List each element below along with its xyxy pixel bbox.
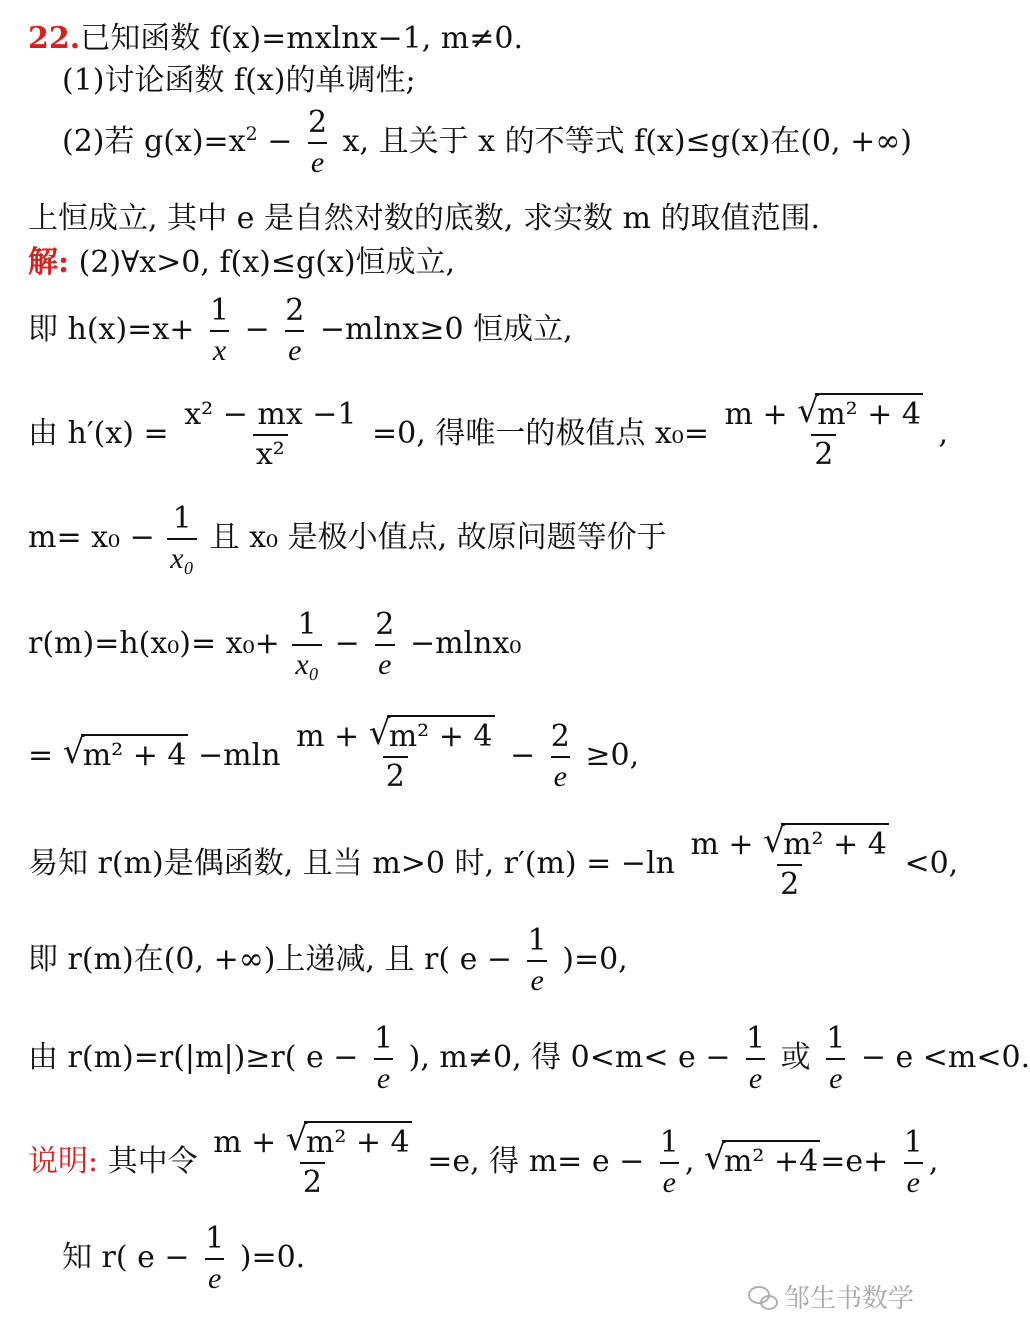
frac-den: e	[551, 756, 570, 792]
solution-line-7	[28, 827, 959, 902]
frac-den: x²	[253, 434, 288, 470]
note-l1-comma: ,	[684, 1144, 695, 1179]
frac-den: e	[527, 960, 546, 996]
problem-part-2-cont	[28, 201, 821, 236]
note-label: 说明:	[28, 1144, 99, 1179]
part2-square: 2	[245, 123, 258, 145]
sqrt-radicand: m² + 4	[81, 734, 189, 773]
l2-minus: −	[244, 312, 270, 347]
fraction-1-over-x0	[167, 501, 197, 575]
m-plus: m +	[690, 827, 754, 862]
solution-line-3	[28, 397, 949, 472]
fraction-1-over-e	[202, 1221, 227, 1295]
fraction-1-over-e	[901, 1125, 926, 1199]
frac-num: 1	[209, 293, 230, 328]
l6-post: ≥0,	[585, 738, 640, 773]
frac-den: e	[205, 1258, 224, 1294]
l2-post: −mlnx≥0 恒成立,	[319, 312, 573, 347]
fraction-1-over-e	[525, 923, 550, 997]
frac-den: 2	[383, 756, 408, 792]
l3-comma: ,	[938, 416, 949, 451]
sqrt-symbol	[286, 1125, 412, 1160]
sqrt-symbol	[763, 827, 889, 862]
solution-line-6	[28, 719, 640, 794]
frac-den: x	[210, 330, 229, 366]
frac-den: e	[826, 1058, 845, 1094]
l4-pre: m= x₀ −	[28, 520, 155, 555]
frac-den: e	[746, 1058, 765, 1094]
frac-num: 1	[659, 1125, 679, 1160]
l8-post: )=0,	[562, 942, 628, 977]
note-l1-pre: 其中令	[107, 1144, 198, 1179]
frac-den: x₀	[292, 644, 322, 680]
sqrt-radicand: m² +4	[722, 1140, 820, 1179]
solution-line-8	[28, 923, 628, 997]
l5-minus: −	[334, 626, 360, 661]
l5-pre: r(m)=h(x₀)= x₀+	[28, 626, 280, 661]
frac-num: 1	[746, 1021, 766, 1056]
sqrt-radicand: m² + 4	[387, 715, 495, 754]
l6-mid: −mln	[198, 738, 281, 773]
part2-minus: −	[267, 124, 293, 159]
note-l1-post: ,	[928, 1144, 939, 1179]
l9-post: − e <m<0.	[860, 1040, 1030, 1075]
fraction-2-over-e	[548, 719, 573, 793]
part2-g-def: (2)若 g(x)=x	[62, 124, 246, 159]
fraction-x0	[722, 397, 926, 472]
part2-text: x, 且关于 x 的不等式 f(x)≤g(x)在(0, +∞)	[342, 124, 912, 159]
note-l2-post: )=0.	[239, 1240, 306, 1275]
frac-den: e	[308, 142, 327, 178]
frac-num: 2	[285, 293, 305, 328]
problem-statement: 已知函数 f(x)=mxlnx−1, m≠0.	[80, 21, 524, 56]
l6-pre: =	[28, 738, 54, 773]
problem-number: 22.	[28, 21, 81, 56]
frac-num: 2	[550, 719, 570, 754]
fraction-2-over-e	[372, 607, 397, 681]
frac-num: 2	[375, 607, 395, 642]
frac-den: e	[374, 1058, 393, 1094]
frac-den: 2	[811, 434, 836, 470]
fraction-1-over-x	[207, 293, 232, 367]
problem-line-1	[28, 21, 524, 56]
fraction-1-over-x0	[292, 607, 322, 681]
frac-den: 2	[777, 864, 802, 900]
note-l1-mid: =e, 得 m= e −	[427, 1144, 645, 1179]
fraction-1-over-e	[657, 1125, 682, 1199]
frac-num: x² − mx −1	[184, 397, 357, 432]
wechat-icon	[748, 1286, 778, 1308]
sqrt-radicand: m² + 4	[304, 1121, 412, 1160]
note-l1-mid3: =e+	[820, 1144, 889, 1179]
solution-line-2	[28, 293, 573, 367]
frac-den: e	[375, 644, 394, 680]
l3-mid: =0, 得唯一的极值点 x₀=	[372, 416, 709, 451]
sqrt-symbol	[369, 719, 495, 754]
l9-or: 或	[780, 1040, 811, 1075]
fraction-x0	[293, 719, 497, 794]
sqrt-symbol	[797, 397, 923, 432]
frac-den: e	[660, 1162, 679, 1198]
frac-num: 1	[903, 1125, 923, 1160]
sqrt-radicand: m² + 4	[815, 393, 923, 432]
fraction-x0	[210, 1125, 414, 1200]
fraction-x0	[687, 827, 891, 902]
frac-den: x₀	[167, 538, 197, 574]
m-plus: m +	[724, 397, 788, 432]
solution-line-1	[28, 245, 456, 280]
problem-part-2	[62, 105, 912, 179]
frac-den: 2	[300, 1162, 325, 1198]
l9-pre: 由 r(m)=r(|m|)≥r( e −	[28, 1040, 359, 1075]
frac-num: 1	[826, 1021, 846, 1056]
l3-pre: 由 h′(x) =	[28, 416, 169, 451]
fraction-1-over-e	[743, 1021, 768, 1095]
solution-line-5	[28, 607, 522, 681]
m-plus: m +	[296, 719, 360, 754]
l4-post: 且 x₀ 是极小值点, 故原问题等价于	[209, 520, 667, 555]
frac-num: 1	[172, 501, 192, 536]
part1-text: (1)讨论函数 f(x)的单调性;	[62, 63, 416, 98]
fraction-1-over-e	[371, 1021, 396, 1095]
solution-line-4	[28, 501, 667, 575]
m-plus: m +	[213, 1125, 277, 1160]
fraction-1-over-e	[823, 1021, 848, 1095]
watermark-text: 邹生书数学	[783, 1284, 914, 1314]
fraction-2-over-e	[305, 105, 330, 179]
problem-part-1	[62, 63, 416, 98]
part2-text-cont: 上恒成立, 其中 e 是自然对数的底数, 求实数 m 的取值范围.	[28, 201, 821, 236]
frac-num: 1	[373, 1021, 394, 1056]
note-line-1	[28, 1125, 939, 1200]
l8-pre: 即 r(m)在(0, +∞)上递减, 且 r( e −	[28, 942, 513, 977]
fraction-2-over-e	[282, 293, 307, 367]
sqrt-radicand: m² + 4	[781, 823, 889, 862]
solution-line-9	[28, 1021, 1030, 1095]
frac-num: 1	[297, 607, 317, 642]
frac-num: 2	[307, 105, 328, 140]
frac-den: e	[904, 1162, 923, 1198]
l6-minus: −	[510, 738, 536, 773]
l7-post: <0,	[904, 846, 959, 881]
sqrt-symbol	[704, 1144, 820, 1179]
solution-label: 解:	[28, 245, 70, 280]
frac-num: 1	[205, 1221, 225, 1256]
solution-l1: (2)∀x>0, f(x)≤g(x)恒成立,	[78, 245, 456, 280]
l5-post: −mlnx₀	[409, 626, 522, 661]
frac-den: e	[285, 330, 304, 366]
note-l2-pre: 知 r( e −	[62, 1240, 190, 1275]
note-line-2	[62, 1221, 306, 1295]
l7-pre: 易知 r(m)是偶函数, 且当 m>0 时, r′(m) = −ln	[28, 846, 675, 881]
frac-num: 1	[527, 923, 547, 958]
l2-pre: 即 h(x)=x+	[28, 312, 195, 347]
sqrt-symbol	[63, 738, 189, 773]
watermark	[748, 1278, 914, 1315]
l9-mid: ), m≠0, 得 0<m< e −	[408, 1040, 731, 1075]
fraction-derivative	[181, 397, 359, 472]
